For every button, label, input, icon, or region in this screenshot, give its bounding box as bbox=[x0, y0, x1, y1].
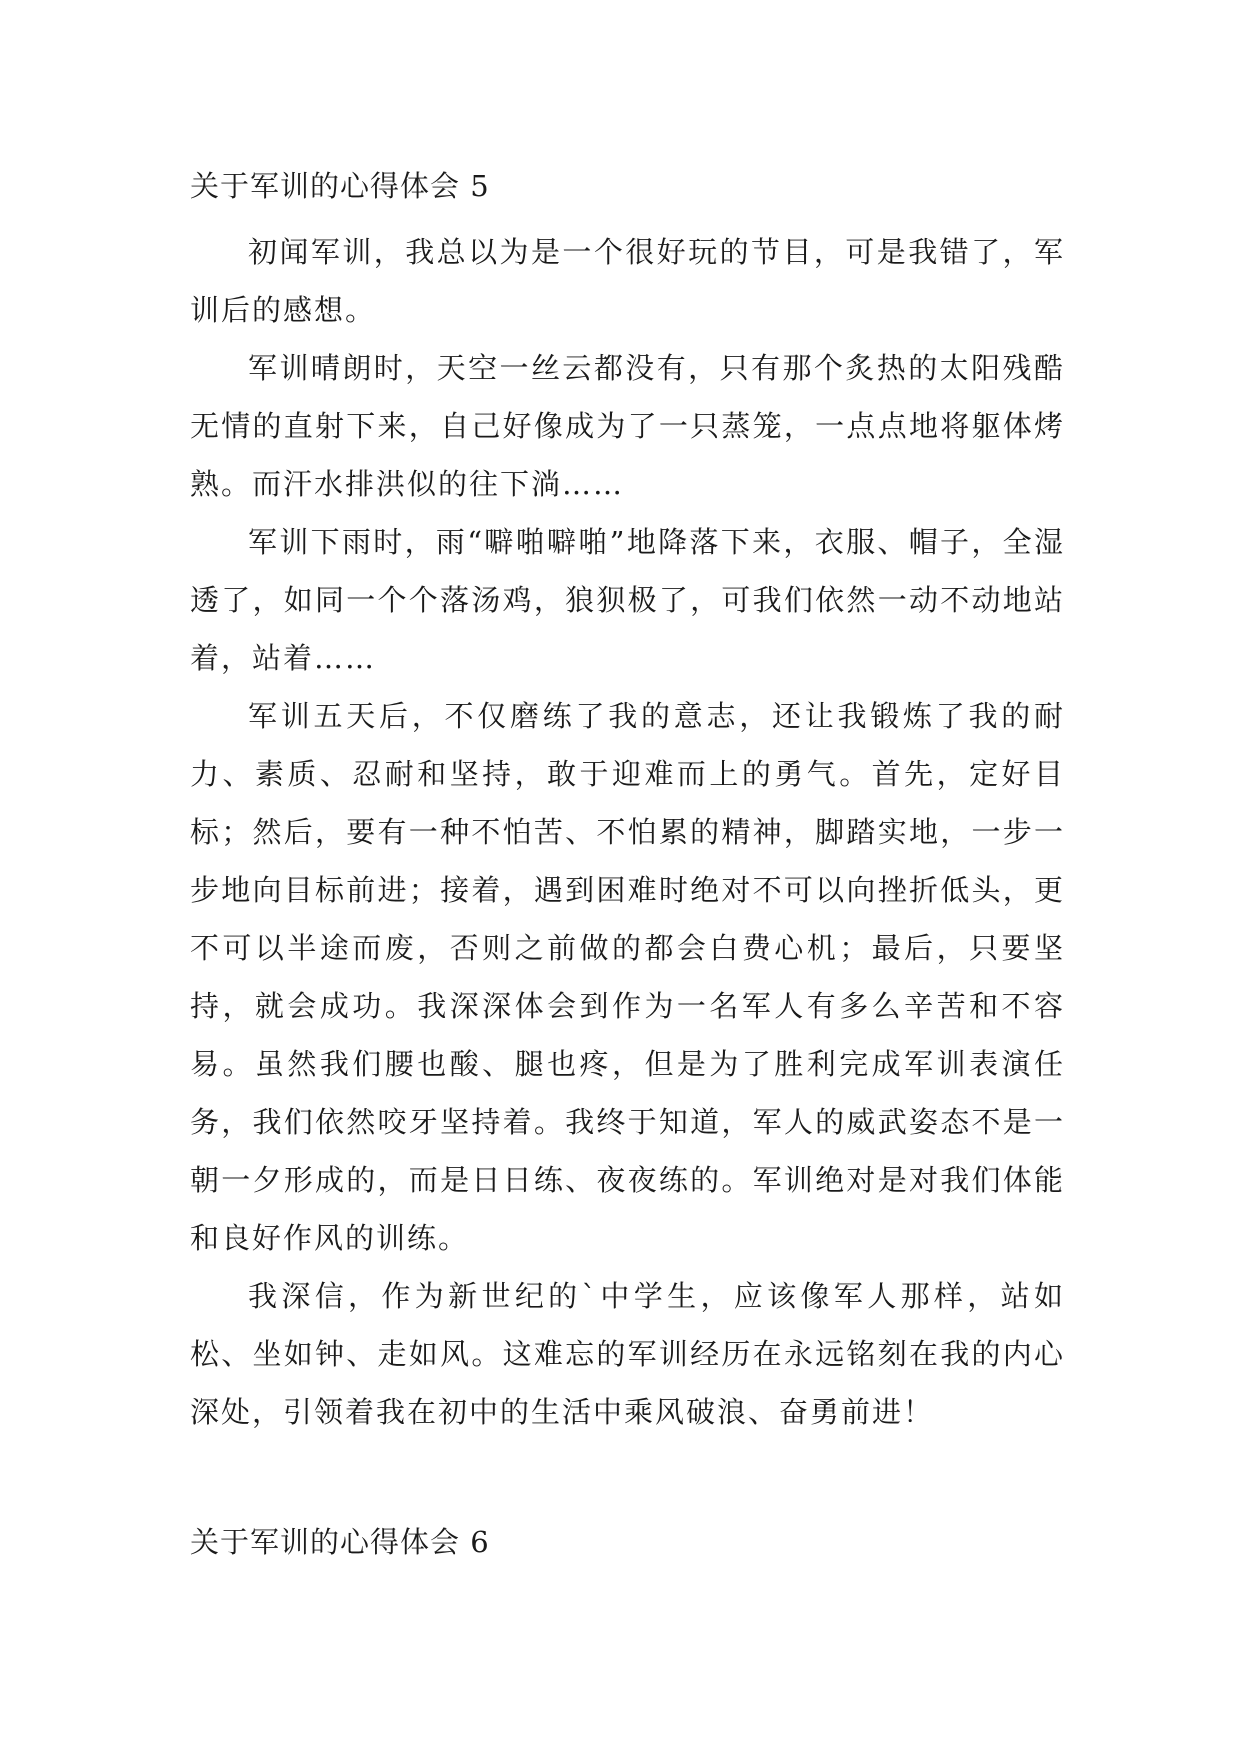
paragraph: 我深信，作为新世纪的`中学生，应该像军人那样，站如松、坐如钟、走如风。这难忘的军训经历在永远铭刻在我的内心深处，引领着我在初中的生活中乘风破浪、奋勇前进！ bbox=[190, 1279, 1065, 1429]
next-section-title: 关于军训的心得体会 6 bbox=[190, 1525, 490, 1559]
paragraph: 军训五天后，不仅磨练了我的意志，还让我锻炼了我的耐力、素质、忍耐和坚持，敢于迎难而上的勇气。首先，定好目标；然后，要有一种不怕苦、不怕累的精神，脚踏实地，一步一步地向目标前进；接着，遇到困难时绝对不可以向挫折低头，更不可以半途而废，否则之前做的都会白费心机；最后，只要坚持，就会成功。我深深体会到作为一名军人有多么辛苦和不容易。虽然我们腰也酸、腿也疼，但是为了胜利完成军训表演任务，我们依然咬牙坚持着。我终于知道，军人的威武姿态不是一朝一夕形成的，而是日日练、夜夜练的。军训绝对是对我们体能和良好作风的训练。 bbox=[190, 699, 1065, 1255]
paragraph: 军训下雨时，雨“噼啪噼啪”地降落下来，衣服、帽子，全湿透了，如同一个个落汤鸡，狼狈极了，可我们依然一动不动地站着，站着…… bbox=[190, 525, 1065, 675]
paragraph: 初闻军训，我总以为是一个很好玩的节目，可是我错了，军训后的感想。 bbox=[190, 235, 1065, 327]
section-body bbox=[190, 223, 1065, 1441]
section-title: 关于军训的心得体会 5 bbox=[190, 169, 490, 203]
paragraph: 军训晴朗时，天空一丝云都没有，只有那个炙热的太阳残酷无情的直射下来，自己好像成为了一只蒸笼，一点点地将躯体烤熟。而汗水排洪似的往下淌…… bbox=[190, 351, 1065, 501]
